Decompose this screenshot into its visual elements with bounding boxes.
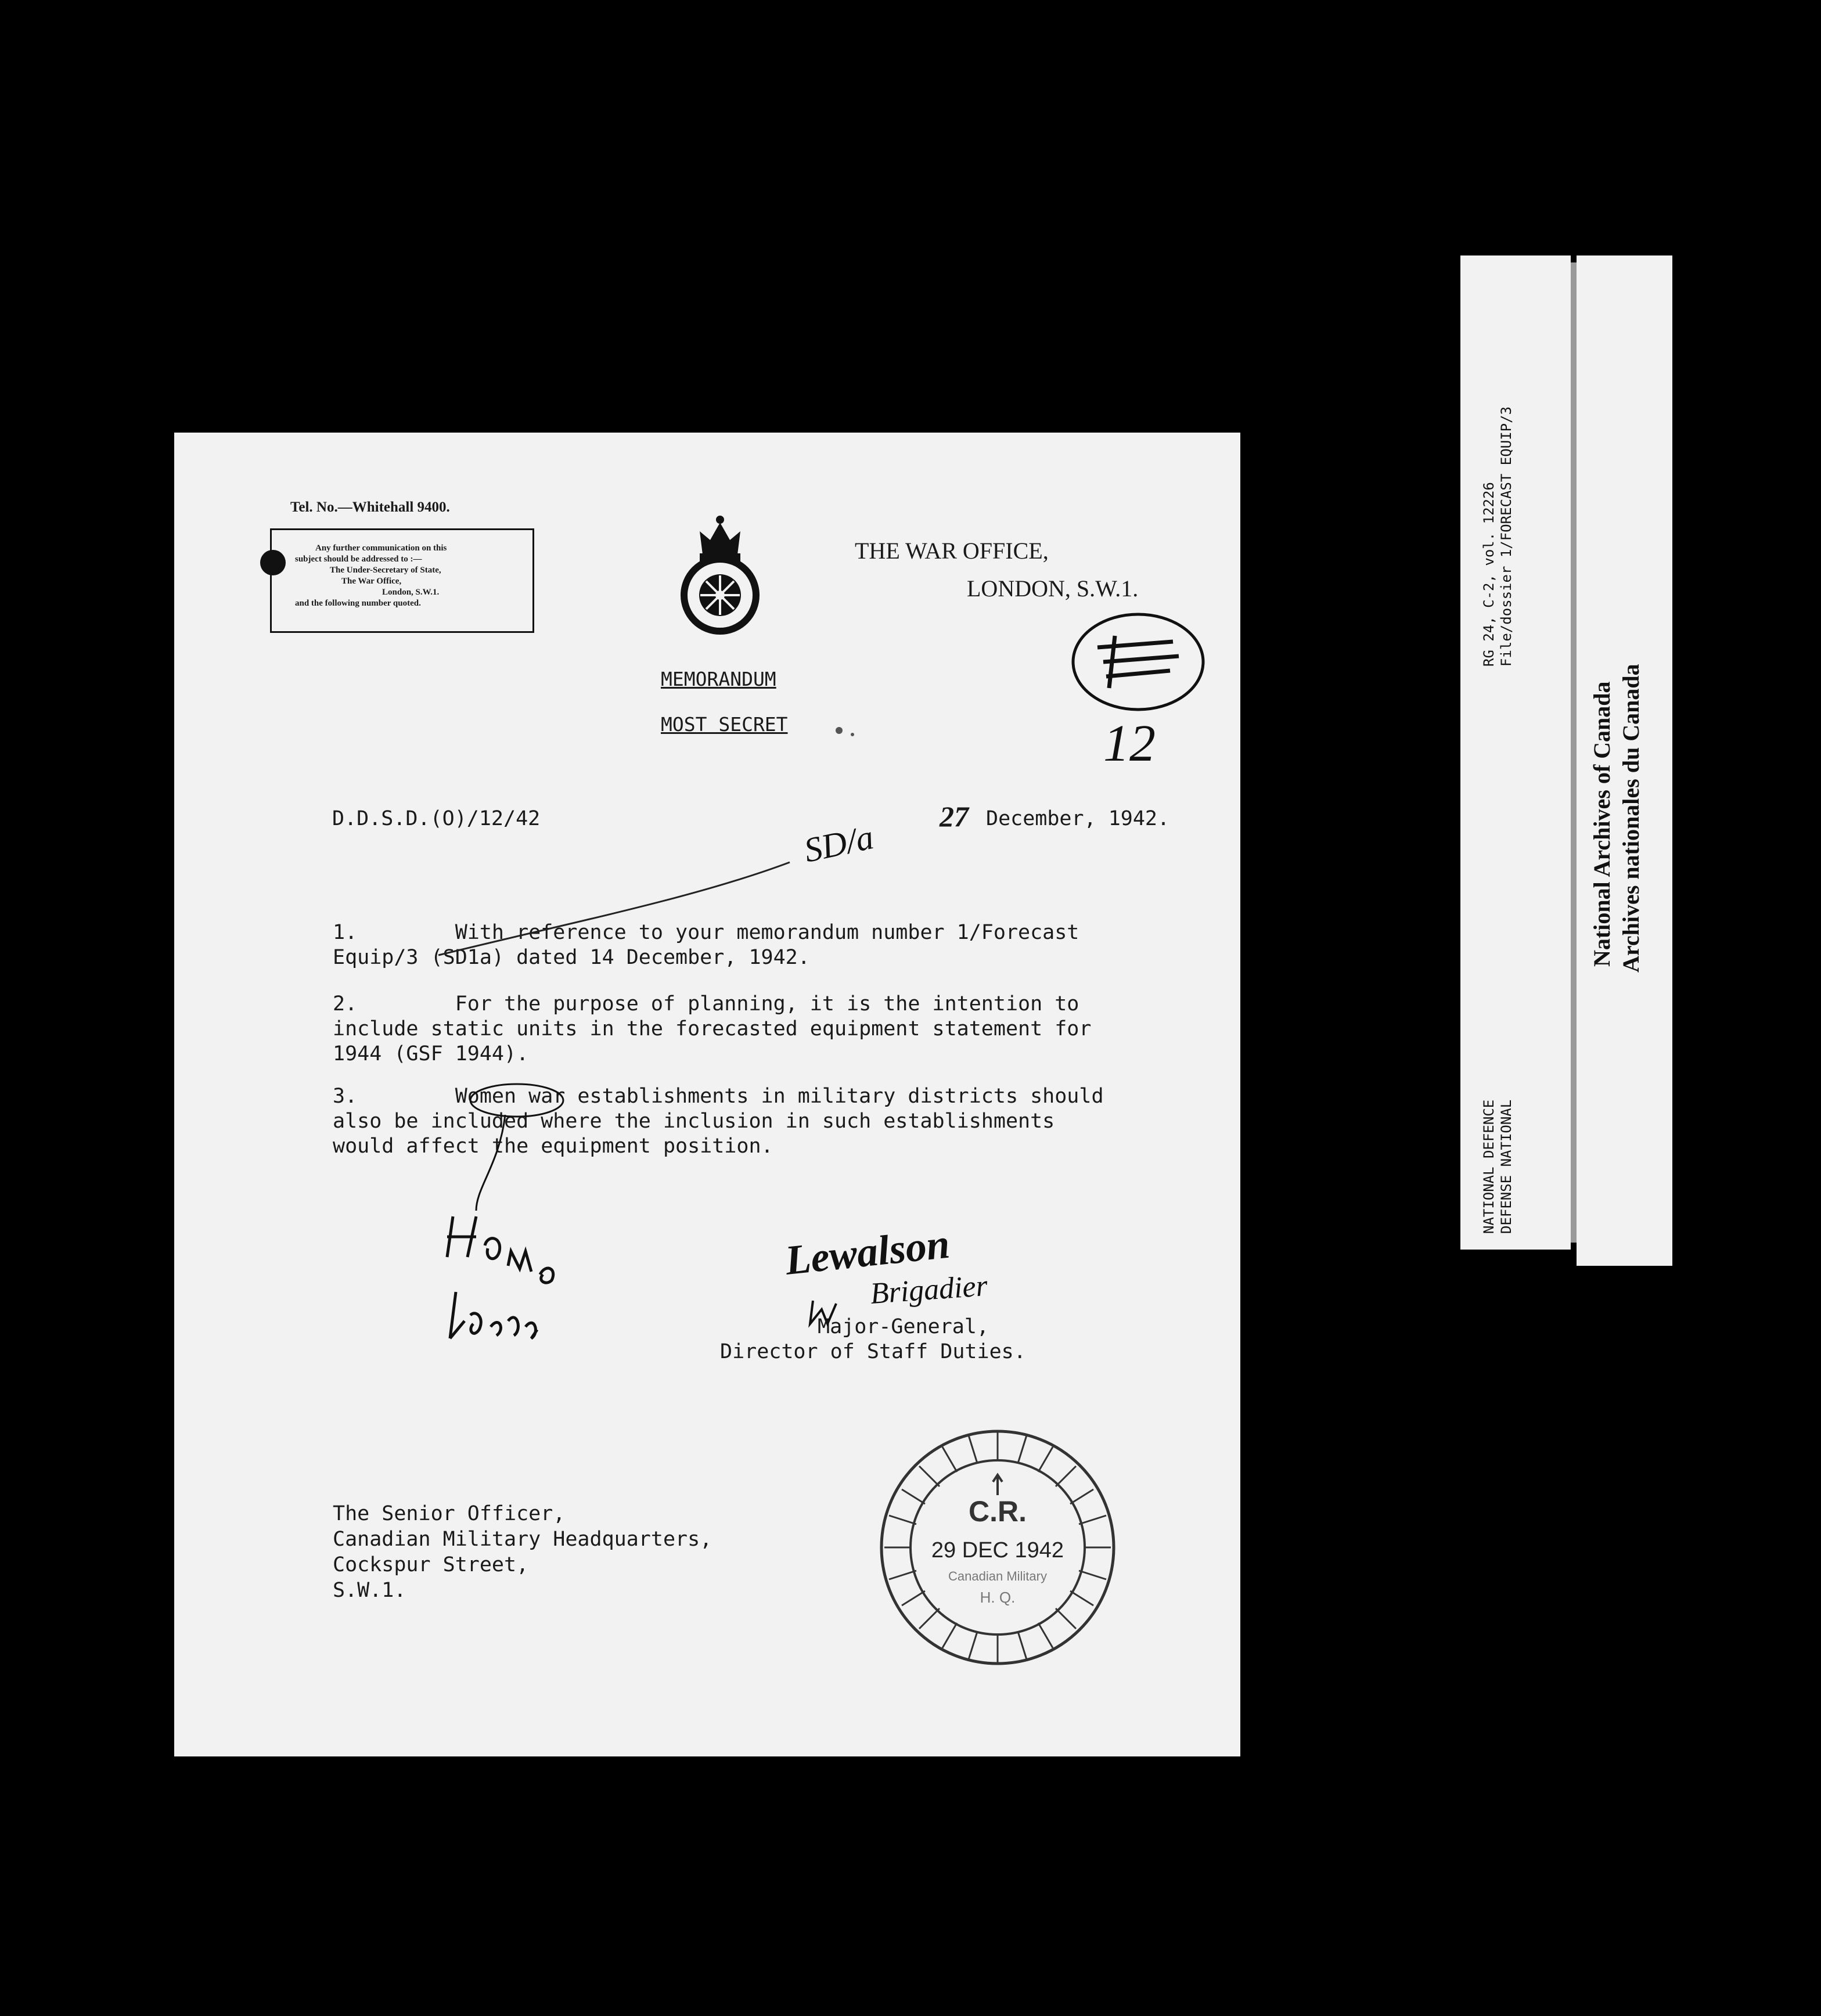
ref-box-line: Any further communication on this xyxy=(315,543,447,553)
addressee-line: Cockspur Street, xyxy=(333,1553,529,1576)
ref-box-line: The War Office, xyxy=(341,577,402,586)
stamp-date: 29 DEC 1942 xyxy=(931,1538,1064,1563)
stamp-line-2: Canadian Military xyxy=(948,1569,1047,1583)
received-date-stamp xyxy=(879,1428,1117,1666)
stamp-line-3: H. Q. xyxy=(980,1589,1016,1606)
file-number-handwritten: 12 xyxy=(1103,715,1156,772)
rank-handwritten: Brigadier xyxy=(869,1269,989,1311)
pointer-line xyxy=(476,1115,505,1211)
telephone-number: Tel. No.—Whitehall 9400. xyxy=(290,499,450,515)
paragraph-3: 3. Women war establishments in military districts should also be included where the inclusion in such establishments would affect the equipment position. xyxy=(333,1085,1104,1158)
paragraph-2: 2. For the purpose of planning, it is the intention to include static units in the forecasted equipment statement for 1944 (GSF 1944). xyxy=(333,992,1092,1065)
signatory-rank: Major-General, xyxy=(818,1315,989,1338)
department-line-2: DEFENSE NATIONAL xyxy=(1498,1099,1514,1234)
signature-mark-icon xyxy=(810,1301,836,1324)
signatory-title: Director of Staff Duties. xyxy=(720,1340,1026,1363)
memorandum-heading: MEMORANDUM xyxy=(661,668,776,690)
ref-box-line: The Under-Secretary of State, xyxy=(330,566,441,575)
archive-name-french: Archives nationales du Canada xyxy=(1618,664,1644,973)
ref-box-line: London, S.W.1. xyxy=(382,588,440,597)
classification-heading: MOST SECRET xyxy=(661,713,788,736)
archive-ref-line-2: File/dossier 1/FORECAST EQUIP/3 xyxy=(1498,406,1514,667)
stamp-center-text: C.R. xyxy=(969,1495,1027,1528)
date-text: December, 1942. xyxy=(986,807,1170,830)
department-line-1: NATIONAL DEFENCE xyxy=(1481,1099,1497,1234)
stray-mark xyxy=(851,733,854,736)
office-name: THE WAR OFFICE, xyxy=(855,538,1049,564)
archive-name-english: National Archives of Canada xyxy=(1589,681,1615,967)
archive-ref-line-1: RG 24, C-2, vol. 12226 xyxy=(1481,482,1497,667)
addressee-line: Canadian Military Headquarters, xyxy=(333,1528,712,1551)
routing-line xyxy=(438,862,790,955)
label-divider xyxy=(1571,262,1577,1243)
crossed-out-number-icon xyxy=(1097,636,1179,688)
addressee-line: S.W.1. xyxy=(333,1579,406,1602)
archive-reference-label xyxy=(1460,255,1571,1250)
file-number-circle xyxy=(1073,614,1203,710)
addressee-line: The Senior Officer, xyxy=(333,1502,566,1525)
stray-mark xyxy=(836,727,843,734)
document-page xyxy=(174,433,1240,1756)
signature-handwritten: Lewalson xyxy=(783,1220,952,1284)
handwritten-initials-icon xyxy=(447,1216,553,1338)
routing-annotation: SD/a xyxy=(800,818,877,870)
office-location: LONDON, S.W.1. xyxy=(967,575,1139,602)
paragraph-1: 1. With reference to your memorandum number 1/Forecast Equip/3 (SD1a) dated 14 December, 1942. xyxy=(333,921,1079,969)
reference-number: D.D.S.D.(O)/12/42 xyxy=(332,807,541,830)
ref-box-line: and the following number quoted. xyxy=(295,599,421,608)
ref-box-line: subject should be addressed to :— xyxy=(295,555,422,564)
word-circle xyxy=(470,1084,563,1117)
date-day-handwritten: 27 xyxy=(940,800,969,833)
